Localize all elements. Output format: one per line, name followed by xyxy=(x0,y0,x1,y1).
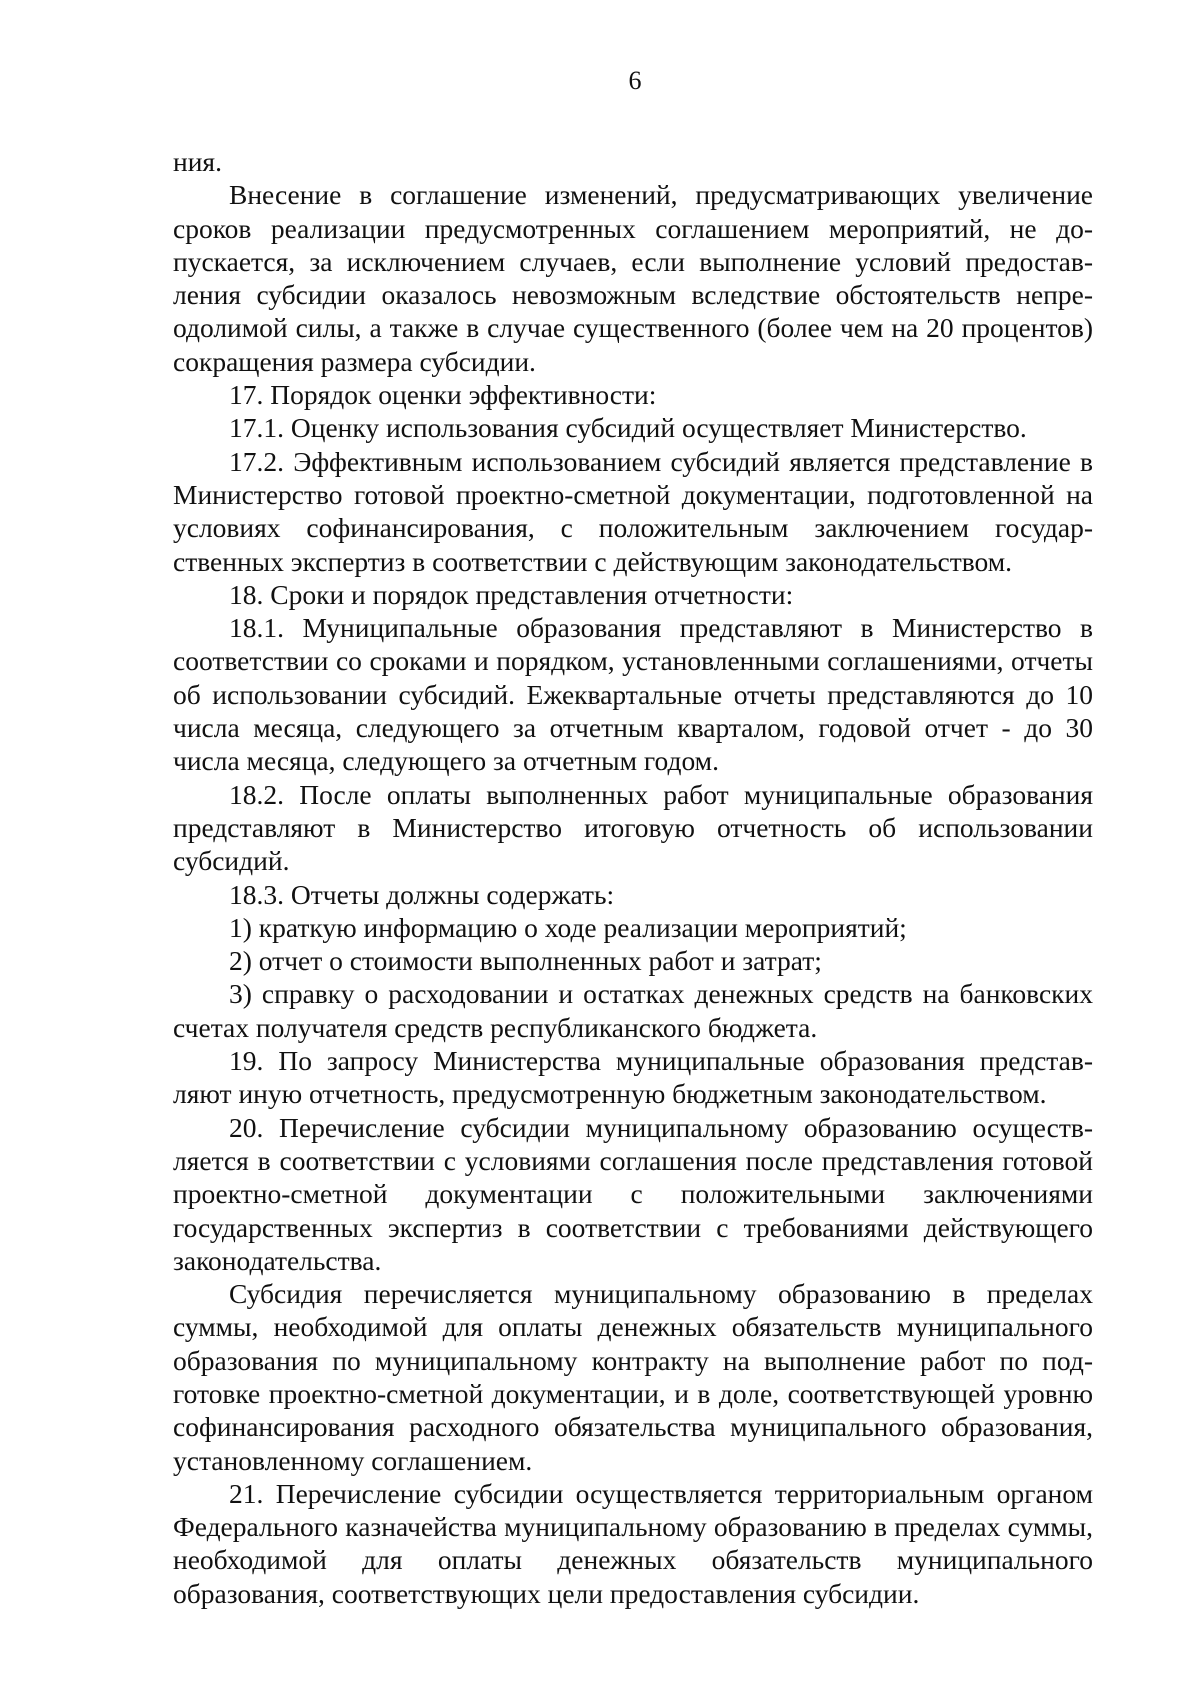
paragraph-20: 20. Перечисление субсидии муниципальному образованию осуществляется в соответствии с условиями соглашения после представления готовой проектно-сметной документации с положительными заключениями государственных экспертиз в соответствии с требованиями действующего законодательства. xyxy=(173,1111,1093,1276)
paragraph-17-1: 17.1. Оценку использования субсидий осуществляет Министерство. xyxy=(229,412,1027,444)
paragraph-19: 19. По запросу Министерства муниципальные образования представляют иную отчетность, предусмотренную бюджетным законодательством. xyxy=(173,1045,1093,1110)
paragraph-21: 21. Перечисление субсидии осуществляется территориальным органом Федерального казначейства муниципальному образованию в пределах суммы, необходимой для оплаты денежных обязательств муниципального образования, соответствующих цели предоставления субсидии. xyxy=(173,1477,1093,1609)
paragraph-agreement-changes: Внесение в соглашение изменений, предусматривающих увеличение сроков реализации предусмотренных соглашением мероприятий, не допускается, за исключением случаев, если выполнение условий предоставления субсидии оказалось невозможным вследствие обстоятельств непреодолимой силы, а также в случае существенного (более чем на 20 процентов) сокращения размера субсидии. xyxy=(173,179,1093,377)
paragraph-subsidy-transfer: Субсидия перечисляется муниципальному образованию в пределах суммы, необходимой для оплаты денежных обязательств муниципального образования по муниципальному контракту на выполнение работ по подготовке проектно-сметной документации, и в доле, соответствующей уровню софинансирования расходного обязательства муниципального образования, установленному соглашением. xyxy=(173,1278,1093,1476)
list-item-3: 3) справку о расходовании и остатках денежных средств на банковских счетах получателя средств республиканского бюджета. xyxy=(173,978,1093,1043)
paragraph-17-2: 17.2. Эффективным использованием субсидий является представление в Министерство готовой проектно-сметной документации, подготовленной на условиях софинансирования, с положительным заключением государственных экспертиз в соответствии с действующим законодательством. xyxy=(173,445,1093,577)
document-body xyxy=(173,145,1093,1610)
paragraph-18-3: 18.3. Отчеты должны содержать: xyxy=(229,878,615,910)
paragraph-18-2: 18.2. После оплаты выполненных работ муниципальные образования представляют в Министерство итоговую отчетность об использовании субсидий. xyxy=(173,778,1093,877)
paragraph-continuation: ния. xyxy=(173,146,222,177)
list-item-2: 2) отчет о стоимости выполненных работ и затрат; xyxy=(229,945,822,977)
paragraph-17: 17. Порядок оценки эффективности: xyxy=(229,379,657,411)
page-number: 6 xyxy=(628,66,642,95)
paragraph-18-1: 18.1. Муниципальные образования представляют в Министерство в соответствии со сроками и порядком, установленными соглашениями, отчеты об использовании субсидий. Ежеквартальные отчеты представляются до 10 числа месяца, следующего за отчетным кварталом, годовой отчет - до 30 числа месяца, следующего за отчетным годом. xyxy=(173,612,1093,777)
paragraph-18: 18. Сроки и порядок представления отчетности: xyxy=(229,578,794,610)
list-item-1: 1) краткую информацию о ходе реализации мероприятий; xyxy=(229,911,907,943)
